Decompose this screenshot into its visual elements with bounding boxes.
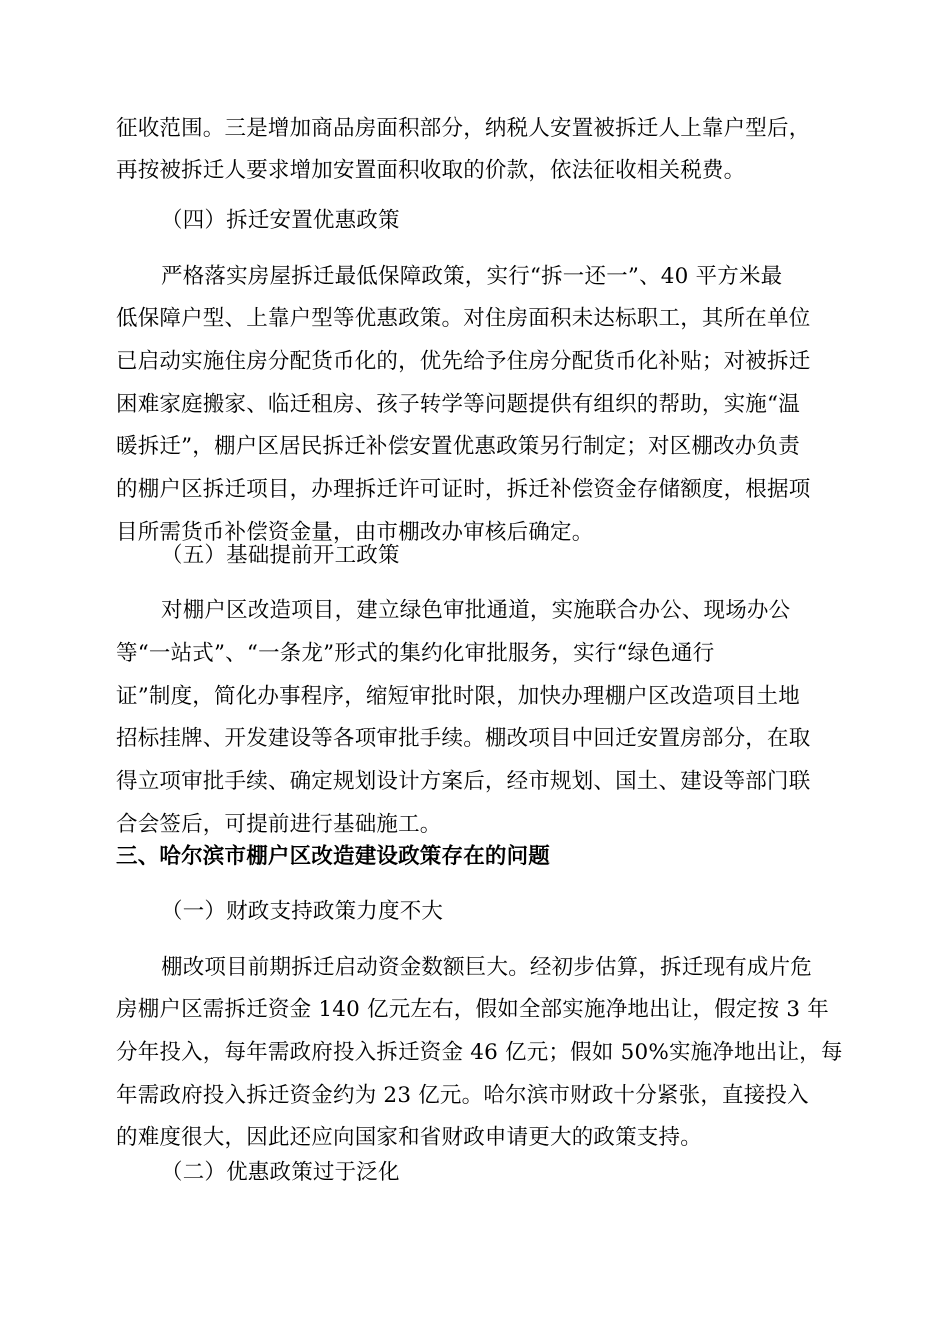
body-text-line: 的棚户区拆迁项目，办理拆迁许可证时，拆迁补偿资金存储额度，根据项: [116, 477, 811, 502]
body-text-line: 得立项审批手续、确定规划设计方案后，经市规划、国土、建设等部门联: [116, 769, 811, 794]
body-text-line: 征收范围。三是增加商品房面积部分，纳税人安置被拆迁人上靠户型后，: [116, 116, 811, 141]
body-text-line: 招标挂牌、开发建设等各项审批手续。棚改项目中回迁安置房部分，在取: [116, 726, 811, 751]
body-text-line: 年需政府投入拆迁资金约为 23 亿元。哈尔滨市财政十分紧张，直接投入: [116, 1083, 809, 1108]
body-text-line: 的难度很大，因此还应向国家和省财政申请更大的政策支持。: [116, 1125, 702, 1150]
body-text-line: 目所需货币补偿资金量，由市棚改办审核后确定。: [116, 520, 594, 545]
subsection-heading: （一）财政支持政策力度不大: [161, 899, 444, 924]
body-text-line: 证”制度，简化办事程序，缩短审批时限，加快办理棚户区改造项目土地: [116, 684, 800, 709]
subsection-heading: （二）优惠政策过于泛化: [161, 1160, 400, 1185]
body-text-line: 再按被拆迁人要求增加安置面积收取的价款，依法征收相关税费。: [116, 158, 746, 183]
section-heading: 三、哈尔滨市棚户区改造建设政策存在的问题: [116, 844, 551, 869]
subsection-heading: （四）拆迁安置优惠政策: [161, 208, 400, 233]
paragraph-first-line: 对棚户区改造项目，建立绿色审批通道，实施联合办公、现场办公: [161, 598, 791, 623]
body-text-line: 低保障户型、上靠户型等优惠政策。对住房面积未达标职工，其所在单位: [116, 306, 811, 331]
paragraph-first-line: 棚改项目前期拆迁启动资金数额巨大。经初步估算，拆迁现有成片危: [161, 955, 813, 980]
body-text-line: 暖拆迁”，棚户区居民拆迁补偿安置优惠政策另行制定；对区棚改办负责: [116, 434, 800, 459]
paragraph-first-line: 严格落实房屋拆迁最低保障政策，实行“拆一还一”、40 平方米最: [161, 264, 783, 289]
body-text-line: 房棚户区需拆迁资金 140 亿元左右，假如全部实施净地出让，假定按 3 年: [116, 997, 829, 1022]
body-text-line: 分年投入，每年需政府投入拆迁资金 46 亿元；假如 50%实施净地出让，每: [116, 1040, 843, 1065]
body-text-line: 等“一站式”、“一条龙”形式的集约化审批服务，实行“绿色通行: [116, 641, 715, 666]
body-text-line: 合会签后，可提前进行基础施工。: [116, 812, 442, 837]
body-text-line: 已启动实施住房分配货币化的，优先给予住房分配货币化补贴；对被拆迁: [116, 349, 811, 374]
subsection-heading: （五）基础提前开工政策: [161, 543, 400, 568]
body-text-line: 困难家庭搬家、临迁租房、孩子转学等问题提供有组织的帮助，实施“温: [116, 392, 800, 417]
